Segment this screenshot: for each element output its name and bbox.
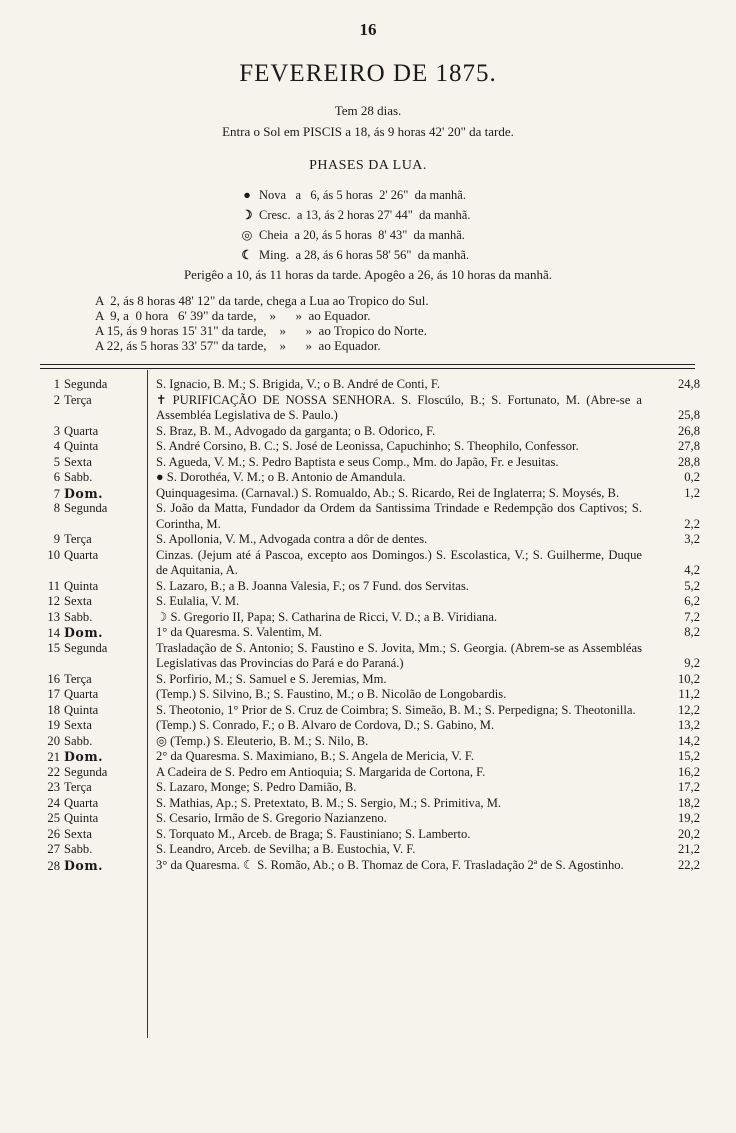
tropics-list [95,293,429,353]
phase-row [235,225,470,245]
moon-age: 22,2 [677,857,700,872]
saints-text: S. Theotonio, 1° Prior de S. Cruz de Coimbra; S. Simeão, B. M.; S. Perpedigna; S. Theotonilla. [156,702,636,717]
moon-age: 6,2 [684,594,700,608]
moon-age: 27,8 [677,439,700,453]
day-number: 27 [47,842,60,856]
phase-row [235,185,470,205]
moon-age: 19,2 [677,811,700,825]
tropic-row: A 2, ás 8 horas 48' 12" da tarde, chega a Lua ao Tropico do Sul. [95,293,429,308]
moon-age: 4,2 [684,563,700,577]
phase-text: Ming. a 28, ás 6 horas 58' 56" da manhã. [259,248,470,262]
calendar-row [40,718,700,734]
saints-text: A Cadeira de S. Pedro em Antioquia; S. Margarida de Cortona, F. [156,764,486,779]
saints-text: S. Ignacio, B. M.; S. Brigida, V.; o B. André de Conti, F. [156,377,440,391]
phase-row [235,245,470,265]
day-number: 14 [47,626,60,640]
calendar-row [40,687,700,703]
saints-text: ◎ (Temp.) S. Eleuterio, B. M.; S. Nilo, B. [156,733,369,748]
day-number: 7 [53,486,60,501]
saints-text: S. João da Matta, Fundador da Ordem da Santissima Trindade e Redempção dos Captivos; S. Corintha, M. [156,501,642,531]
day-cell [40,641,140,657]
day-cell [40,765,140,781]
day-number: 28 [47,858,60,873]
day-cell [40,749,140,766]
moon-age: 17,2 [677,780,700,794]
saints-text: S. Cesario, Irmão de S. Gregorio Nazianzeno. [156,811,387,825]
moon-phases-list [235,185,470,265]
weekday-name: Sexta [64,594,92,608]
day-number: 15 [47,640,60,655]
weekday-name: Quarta [64,547,99,562]
weekday-name: Segunda [64,501,108,515]
saints-text: Cinzas. (Jejum até á Pascoa, excepto aos Domingos.) S. Escolastica, V.; S. Guilherme, Duque de Aquitania, A. [156,547,642,577]
moon-age: 24,8 [677,377,700,391]
day-number: 22 [47,764,60,779]
day-number: 21 [47,750,60,764]
calendar-row [40,749,700,765]
calendar-row [40,796,700,812]
weekday-name: Quinta [64,811,99,825]
day-number: 23 [47,780,60,794]
day-cell [40,424,140,440]
sun-entry-line: Entra o Sol em PISCIS a 18, ás 9 horas 42' 20" da tarde. [222,124,514,139]
tropic-row: A 9, a 0 hora 6' 39" da tarde, » » ao Equador. [95,308,371,323]
moon-age: 28,8 [677,454,700,469]
moon-age: 21,2 [677,842,700,856]
day-cell [40,734,140,750]
calendar-row [40,548,700,579]
moon-age: 13,2 [677,718,700,732]
day-number: 25 [47,811,60,825]
moon-age: 2,2 [684,516,700,531]
moon-age: 15,2 [677,749,700,763]
weekday-name: Dom. [64,857,104,873]
day-cell [40,827,140,843]
day-number: 26 [47,826,60,841]
tropic-row: A 15, ás 9 horas 15' 31" da tarde, » » ao Tropico do Norte. [95,323,427,338]
saints-text: S. Agueda, V. M.; S. Pedro Baptista e seus Comp., Mm. do Japão, Fr. e Jesuitas. [156,454,559,469]
day-cell [40,687,140,703]
weekday-name: Quarta [64,687,99,701]
moon-age: 9,2 [684,656,700,670]
weekday-name: Quinta [64,702,99,717]
day-number: 2 [53,392,60,407]
first-quarter-icon: ☽ [241,208,253,222]
saints-text: Quinquagesima. (Carnaval.) S. Romualdo, Ab.; S. Ricardo, Rei de Inglaterra; S. Moysés, B. [156,485,620,500]
phases-title: PHASES DA LUA. [309,158,427,173]
calendar-row [40,625,700,641]
calendar-row [40,579,700,595]
weekday-name: Sabb. [64,470,93,484]
saints-text: S. Torquato M., Arceb. de Braga; S. Faustiniano; S. Lamberto. [156,826,471,841]
weekday-name: Terça [64,671,92,686]
day-cell [40,377,140,393]
weekday-name: Sexta [64,718,92,732]
day-number: 24 [47,795,60,810]
weekday-name: Quarta [64,423,99,438]
moon-age: 1,2 [684,485,700,500]
day-number: 12 [47,594,60,608]
saints-text: 3° da Quaresma. ☾ S. Romão, Ab.; o B. Thomaz de Cora, F. Trasladação 2ª de S. Agostinho. [156,857,624,872]
weekday-name: Dom. [64,485,104,501]
calendar-table [40,377,700,873]
calendar-row [40,811,700,827]
weekday-name: Terça [64,532,92,546]
phase-text: Cresc. a 13, ás 2 horas 27' 44" da manhã. [259,208,471,222]
moon-age: 12,2 [677,702,700,717]
tropic-row: A 22, ás 5 horas 33' 57" da tarde, » » ao Equador. [95,338,381,353]
calendar-row [40,641,700,672]
calendar-row [40,424,700,440]
day-cell [40,594,140,610]
day-number: 16 [47,671,60,686]
moon-age: 16,2 [677,764,700,779]
saints-text: S. André Corsino, B. C.; S. José de Leonissa, Capuchinho; S. Theophilo, Confessor. [156,439,579,453]
day-cell [40,672,140,688]
divider [40,364,695,365]
phase-row [235,205,470,225]
day-cell [40,455,140,471]
saints-text: (Temp.) S. Silvino, B.; S. Faustino, M.; o B. Nicolão de Longobardis. [156,687,507,701]
weekday-name: Sabb. [64,733,93,748]
day-number: 1 [53,377,60,391]
day-cell [40,532,140,548]
moon-age: 25,8 [677,408,700,422]
moon-age: 10,2 [677,671,700,686]
day-cell [40,625,140,642]
weekday-name: Sexta [64,454,92,469]
page-number: 16 [359,20,377,39]
day-number: 3 [53,423,60,438]
day-cell [40,439,140,455]
calendar-row [40,780,700,796]
calendar-row [40,439,700,455]
saints-text: S. Braz, B. M., Advogado da garganta; o B. Odorico, F. [156,423,436,438]
calendar-row [40,672,700,688]
moon-age: 5,2 [684,578,700,593]
calendar-row [40,532,700,548]
moon-age: 11,2 [678,687,700,701]
saints-text: 1° da Quaresma. S. Valentim, M. [156,625,323,639]
moon-age: 26,8 [677,423,700,438]
saints-text: S. Mathias, Ap.; S. Pretextato, B. M.; S. Sergio, M.; S. Primitiva, M. [156,795,502,810]
calendar-row [40,858,700,874]
full-moon-icon: ◎ [241,228,253,242]
day-number: 8 [53,501,60,515]
weekday-name: Dom. [64,625,104,640]
day-cell [40,486,140,503]
weekday-name: Segunda [64,377,108,391]
saints-text: ● S. Dorothéa, V. M.; o B. Antonio de Amandula. [156,470,406,484]
day-cell [40,842,140,858]
moon-age: 3,2 [684,532,700,546]
perigee-line: Perigêo a 10, ás 11 horas da tarde. Apogêo a 26, ás 10 horas da manhã. [183,267,553,282]
day-cell [40,393,140,409]
moon-age: 0,2 [684,470,700,484]
calendar-row [40,842,700,858]
weekday-name: Terça [64,392,92,407]
day-cell [40,703,140,719]
calendar-row [40,377,700,393]
day-number: 19 [47,718,60,732]
day-cell [40,548,140,564]
day-number: 18 [47,702,60,717]
weekday-name: Segunda [64,764,108,779]
day-cell [40,501,140,517]
weekday-name: Segunda [64,640,108,655]
calendar-row [40,827,700,843]
calendar-row [40,393,700,424]
calendar-row [40,765,700,781]
day-cell [40,718,140,734]
day-number: 10 [47,547,60,562]
day-number: 9 [53,532,60,546]
calendar-row [40,594,700,610]
weekday-name: Sexta [64,826,92,841]
day-number: 13 [47,609,60,624]
calendar-row [40,455,700,471]
saints-text: S. Porfirio, M.; S. Samuel e S. Jeremias, Mm. [156,671,387,686]
saints-text: S. Lazaro, B.; a B. Joanna Valesia, F.; os 7 Fund. dos Servitas. [156,578,469,593]
day-number: 4 [53,439,60,453]
calendar-row [40,501,700,532]
day-cell [40,811,140,827]
day-number: 17 [47,687,60,701]
moon-age: 7,2 [684,609,700,624]
calendar-row [40,610,700,626]
saints-text: S. Lazaro, Monge; S. Pedro Damião, B. [156,780,357,794]
day-cell [40,858,140,875]
day-cell [40,470,140,486]
saints-text: ✝ PURIFICAÇÃO DE NOSSA SENHORA. S. Floscúlo, B.; S. Fortunato, M. (Abre-se a Assembléa Legislativa de S. Paulo.) [156,392,642,422]
moon-age: 14,2 [677,733,700,748]
moon-age: 20,2 [677,826,700,841]
moon-age: 18,2 [677,795,700,810]
phase-text: Cheia a 20, ás 5 horas 8' 43" da manhã. [259,228,465,242]
weekday-name: Quinta [64,578,99,593]
saints-text: 2° da Quaresma. S. Maximiano, B.; S. Angela de Mericia, V. F. [156,749,475,763]
day-cell [40,579,140,595]
calendar-row [40,703,700,719]
saints-text: S. Leandro, Arceb. de Sevilha; a B. Eustochia, V. F. [156,842,416,856]
day-number: 11 [47,578,60,593]
day-cell [40,780,140,796]
saints-text: S. Apollonia, V. M., Advogada contra a dôr de dentes. [156,532,428,546]
day-number: 20 [47,733,60,748]
weekday-name: Dom. [64,749,104,764]
weekday-name: Quarta [64,795,99,810]
calendar-row [40,486,700,502]
saints-text: S. Eulalia, V. M. [156,594,240,608]
calendar-row [40,470,700,486]
saints-text: (Temp.) S. Conrado, F.; o B. Alvaro de Cordova, D.; S. Gabino, M. [156,718,495,732]
weekday-name: Quinta [64,439,99,453]
moon-age: 8,2 [684,625,700,639]
day-number: 5 [53,454,60,469]
weekday-name: Sabb. [64,609,93,624]
new-moon-icon: ● [243,188,251,202]
month-title: FEVEREIRO DE 1875. [239,60,497,87]
day-cell [40,796,140,812]
weekday-name: Terça [64,780,92,794]
saints-text: Trasladação de S. Antonio; S. Faustino e S. Jovita, Mm.; S. Georgia. (Abrem-se as Assembléas Legislativas das Provincias do Pará e do Paraná.) [156,640,642,670]
day-cell [40,610,140,626]
last-quarter-icon: ☾ [241,248,253,262]
weekday-name: Sabb. [64,842,93,856]
phase-text: Nova a 6, ás 5 horas 2' 26" da manhã. [259,188,466,202]
days-count: Tem 28 dias. [334,103,402,118]
saints-text: ☽ S. Gregorio II, Papa; S. Catharina de Ricci, V. D.; a B. Viridiana. [156,609,498,624]
divider [40,368,695,369]
calendar-row [40,734,700,750]
day-number: 6 [53,470,60,484]
